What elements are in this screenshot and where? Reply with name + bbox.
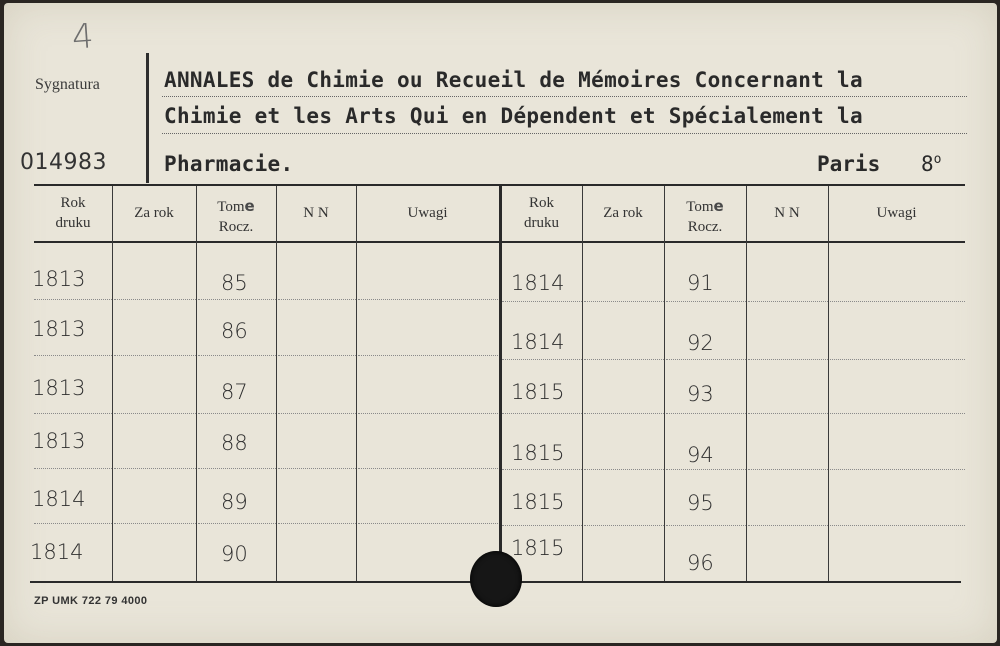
row-separator xyxy=(34,299,112,300)
right-row-4-year: 1815 xyxy=(511,441,565,465)
row-separator xyxy=(748,525,828,526)
right-row-3-year: 1815 xyxy=(511,380,565,404)
header-rocz: Rocz. xyxy=(687,219,723,235)
row-separator xyxy=(666,413,746,414)
publication-place: Paris xyxy=(817,152,881,176)
dotted-rule xyxy=(162,133,967,134)
header-rok-druku xyxy=(34,193,112,233)
catalog-card xyxy=(4,3,997,643)
header-za-rok-right: Za rok xyxy=(603,205,643,221)
left-row-6-volume: 90 xyxy=(221,542,248,566)
header-uwagi-right: Uwagi xyxy=(876,205,917,221)
left-row-5-volume: 89 xyxy=(221,490,248,514)
pencil-mark: 4 xyxy=(70,16,96,58)
row-separator xyxy=(198,413,276,414)
row-separator xyxy=(114,355,196,356)
row-separator xyxy=(34,355,112,356)
header-nn: N N xyxy=(303,205,329,221)
right-row-6-year: 1815 xyxy=(511,536,565,560)
row-separator xyxy=(198,523,276,524)
header-nn-right: N N xyxy=(774,205,800,221)
row-separator xyxy=(34,413,112,414)
row-separator xyxy=(358,355,498,356)
header-tom-suffix: e xyxy=(713,197,724,215)
row-separator xyxy=(830,469,965,470)
row-separator xyxy=(502,469,582,470)
header-rok: Rok xyxy=(60,195,86,211)
row-separator xyxy=(278,468,356,469)
left-row-1-volume: 85 xyxy=(221,271,248,295)
row-separator xyxy=(34,523,112,524)
row-separator xyxy=(748,413,828,414)
header-tom-rocz xyxy=(196,196,276,237)
signature-number: 014983 xyxy=(20,150,107,175)
row-separator xyxy=(114,523,196,524)
right-row-5-year: 1815 xyxy=(511,490,565,514)
row-separator xyxy=(584,413,664,414)
row-separator xyxy=(358,413,498,414)
row-separator xyxy=(748,301,828,302)
row-separator xyxy=(198,299,276,300)
row-separator xyxy=(358,523,498,524)
left-row-4-volume: 88 xyxy=(221,431,248,455)
header-uwagi: Uwagi xyxy=(407,205,448,221)
column-divider xyxy=(112,186,113,581)
row-separator xyxy=(114,468,196,469)
row-separator xyxy=(114,299,196,300)
header-tom: Tom xyxy=(686,199,714,215)
row-separator xyxy=(748,469,828,470)
right-row-6-volume: 96 xyxy=(687,551,714,575)
row-separator xyxy=(278,523,356,524)
row-separator xyxy=(584,301,664,302)
right-row-2-volume: 92 xyxy=(687,331,714,355)
right-row-3-volume: 93 xyxy=(687,382,714,406)
format-degree: o xyxy=(933,152,942,167)
column-divider xyxy=(582,186,583,581)
header-rok: Rok xyxy=(528,195,554,211)
left-row-4-year: 1813 xyxy=(32,429,86,453)
signature-label: Sygnatura xyxy=(35,76,100,93)
column-divider xyxy=(356,186,357,581)
right-row-1-volume: 91 xyxy=(687,271,714,295)
row-separator xyxy=(502,301,582,302)
row-separator xyxy=(748,359,828,360)
format-number: 8 xyxy=(921,152,934,176)
row-separator xyxy=(114,413,196,414)
row-separator xyxy=(502,359,582,360)
row-separator xyxy=(198,468,276,469)
row-separator xyxy=(278,355,356,356)
title-line-3: Pharmacie. xyxy=(164,152,294,176)
header-za-rok: Za rok xyxy=(134,205,174,221)
header-druku: druku xyxy=(524,215,559,231)
left-row-3-year: 1813 xyxy=(32,376,86,400)
row-separator xyxy=(830,359,965,360)
right-row-5-volume: 95 xyxy=(687,491,714,515)
row-separator xyxy=(502,525,582,526)
row-separator xyxy=(198,355,276,356)
punched-hole xyxy=(470,551,522,607)
row-separator xyxy=(278,413,356,414)
row-separator xyxy=(830,413,965,414)
header-druku: druku xyxy=(55,215,91,231)
column-divider xyxy=(664,186,665,581)
row-separator xyxy=(830,301,965,302)
row-separator xyxy=(584,525,664,526)
column-divider xyxy=(746,186,747,581)
title-line-1: ANNALES de Chimie ou Recueil de Mémoires Concernant la xyxy=(164,68,863,92)
right-row-1-year: 1814 xyxy=(511,271,565,295)
book-format xyxy=(921,152,941,176)
header-rocz: Rocz. xyxy=(218,219,254,235)
left-row-5-year: 1814 xyxy=(32,487,86,511)
left-row-2-volume: 86 xyxy=(221,319,248,343)
title-divider xyxy=(146,53,149,183)
row-separator xyxy=(584,359,664,360)
print-footer: ZP UMK 722 79 4000 xyxy=(34,595,148,607)
header-tom-rocz-right xyxy=(664,196,746,237)
column-divider xyxy=(828,186,829,581)
right-row-4-volume: 94 xyxy=(687,443,714,467)
column-divider xyxy=(196,186,197,581)
left-row-6-year: 1814 xyxy=(30,540,84,564)
row-separator xyxy=(278,299,356,300)
left-row-3-volume: 87 xyxy=(221,380,248,404)
row-separator xyxy=(34,468,112,469)
row-separator xyxy=(502,413,582,414)
left-row-1-year: 1813 xyxy=(32,267,86,291)
row-separator xyxy=(830,525,965,526)
row-separator xyxy=(666,469,746,470)
header-tom: Tom xyxy=(217,199,245,215)
row-separator xyxy=(666,525,746,526)
header-rok-druku-right xyxy=(501,193,582,233)
title-line-2: Chimie et les Arts Qui en Dépendent et Spécialement la xyxy=(164,104,863,128)
dotted-rule xyxy=(162,96,967,97)
row-separator xyxy=(666,301,746,302)
row-separator xyxy=(358,468,498,469)
row-separator xyxy=(666,359,746,360)
column-divider xyxy=(276,186,277,581)
row-separator xyxy=(584,469,664,470)
row-separator xyxy=(358,299,498,300)
right-row-2-year: 1814 xyxy=(511,330,565,354)
header-tom-suffix: e xyxy=(244,197,255,215)
center-divider xyxy=(499,186,502,581)
left-row-2-year: 1813 xyxy=(32,317,86,341)
